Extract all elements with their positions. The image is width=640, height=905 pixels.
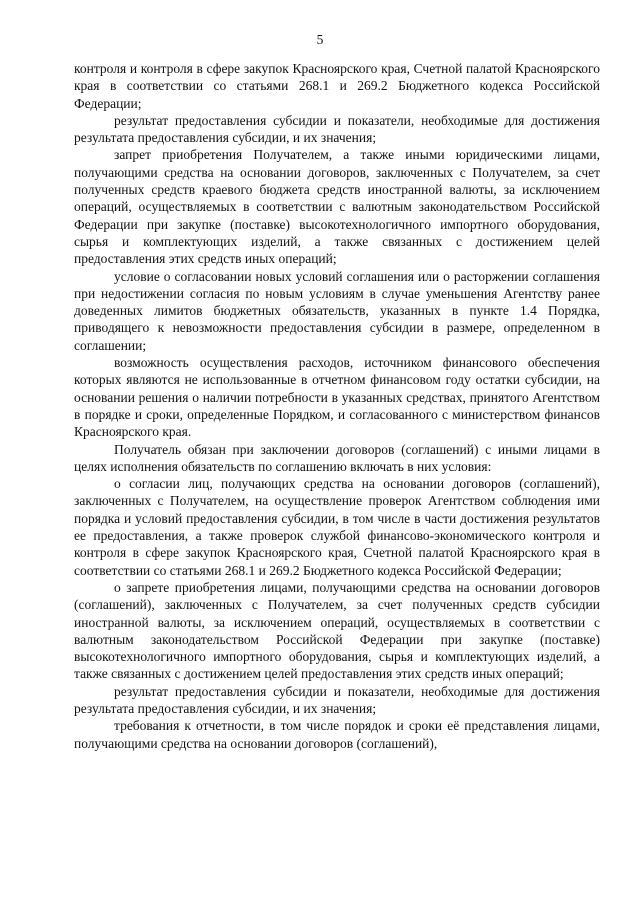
paragraph-reporting-requirements: требования к отчетности, в том числе порядок и сроки её представления лицами, получающими средства на основании договоров (соглашений), (74, 718, 600, 751)
document-body (74, 60, 600, 752)
paragraph-inspection-consent: о согласии лиц, получающих средства на основании договоров (соглашений), заключенных с Получателем, на осуществление проверок Агентством соблюдения ими порядка и условий предоставления субсидии, в том числе в части достижения результатов ее предоставления, а также проверок службой финансово-экономического контроля и контроля в сфере закупок Красноярского края, Счетной палатой Красноярского края в соответствии со статьями 268.1 и 269.2 Бюджетного кодекса Российской Федерации; (74, 476, 600, 578)
paragraph-recipient-obligation: Получатель обязан при заключении договоров (соглашений) с иными лицами в целях исполнения обязательств по соглашению включать в них условия: (74, 441, 600, 474)
paragraph-currency-prohibition: запрет приобретения Получателем, а также иными юридическими лицами, получающими средства на основании договоров, заключенных с Получателем, за счет полученных средств краевого бюджета средств иностранной валюты, за исключением операций, осуществляемых в соответствии с валютным законодательством Российской Федерации при закупке (поставке) высокотехнологичного импортного оборудования, сырья и комплектующих изделий, а также связанных с достижением целей предоставления этих средств иных операций; (74, 147, 600, 267)
paragraph-agreement-renegotiation: условие о согласовании новых условий соглашения или о расторжении соглашения при недостижении согласия по новым условиям в случае уменьшения Агентству ранее доведенных лимитов бюджетных обязательств, указанных в пункте 1.4 Порядка, приводящего к невозможности предоставления субсидии в размере, определенном в соглашении; (74, 268, 600, 353)
paragraph-unused-balances: возможность осуществления расходов, источником финансового обеспечения которых являются не использованные в отчетном финансовом году остатки субсидии, на основании решения о наличии потребности в указанных средствах, принятого Агентством в порядке и сроки, определенные Порядком, и согласованного с министерством финансов Красноярского края. (74, 355, 600, 440)
paragraph-result-indicators-repeat: результат предоставления субсидии и показатели, необходимые для достижения результата предоставления субсидии, и их значения; (74, 683, 600, 716)
paragraph-result-indicators: результат предоставления субсидии и показатели, необходимые для достижения результата предоставления субсидии, и их значения; (74, 112, 600, 146)
paragraph-third-party-currency-prohibition: о запрете приобретения лицами, получающими средства на основании договоров (соглашений), заключенных с Получателем, за счет полученных средств субсидии иностранной валюты, за исключением операций, осуществляемых в соответствии с валютным законодательством Российской Федерации при закупке (поставке) высокотехнологичного импортного оборудования, сырья и комплектующих изделий, а также связанных с достижением целей предоставления этих средств иных операций; (74, 579, 600, 682)
paragraph-continuation: контроля и контроля в сфере закупок Красноярского края, Счетной палатой Красноярского края в соответствии со статьями 268.1 и 269.2 Бюджетного кодекса Российской Федерации; (74, 61, 600, 111)
page-number: 5 (316, 32, 324, 47)
